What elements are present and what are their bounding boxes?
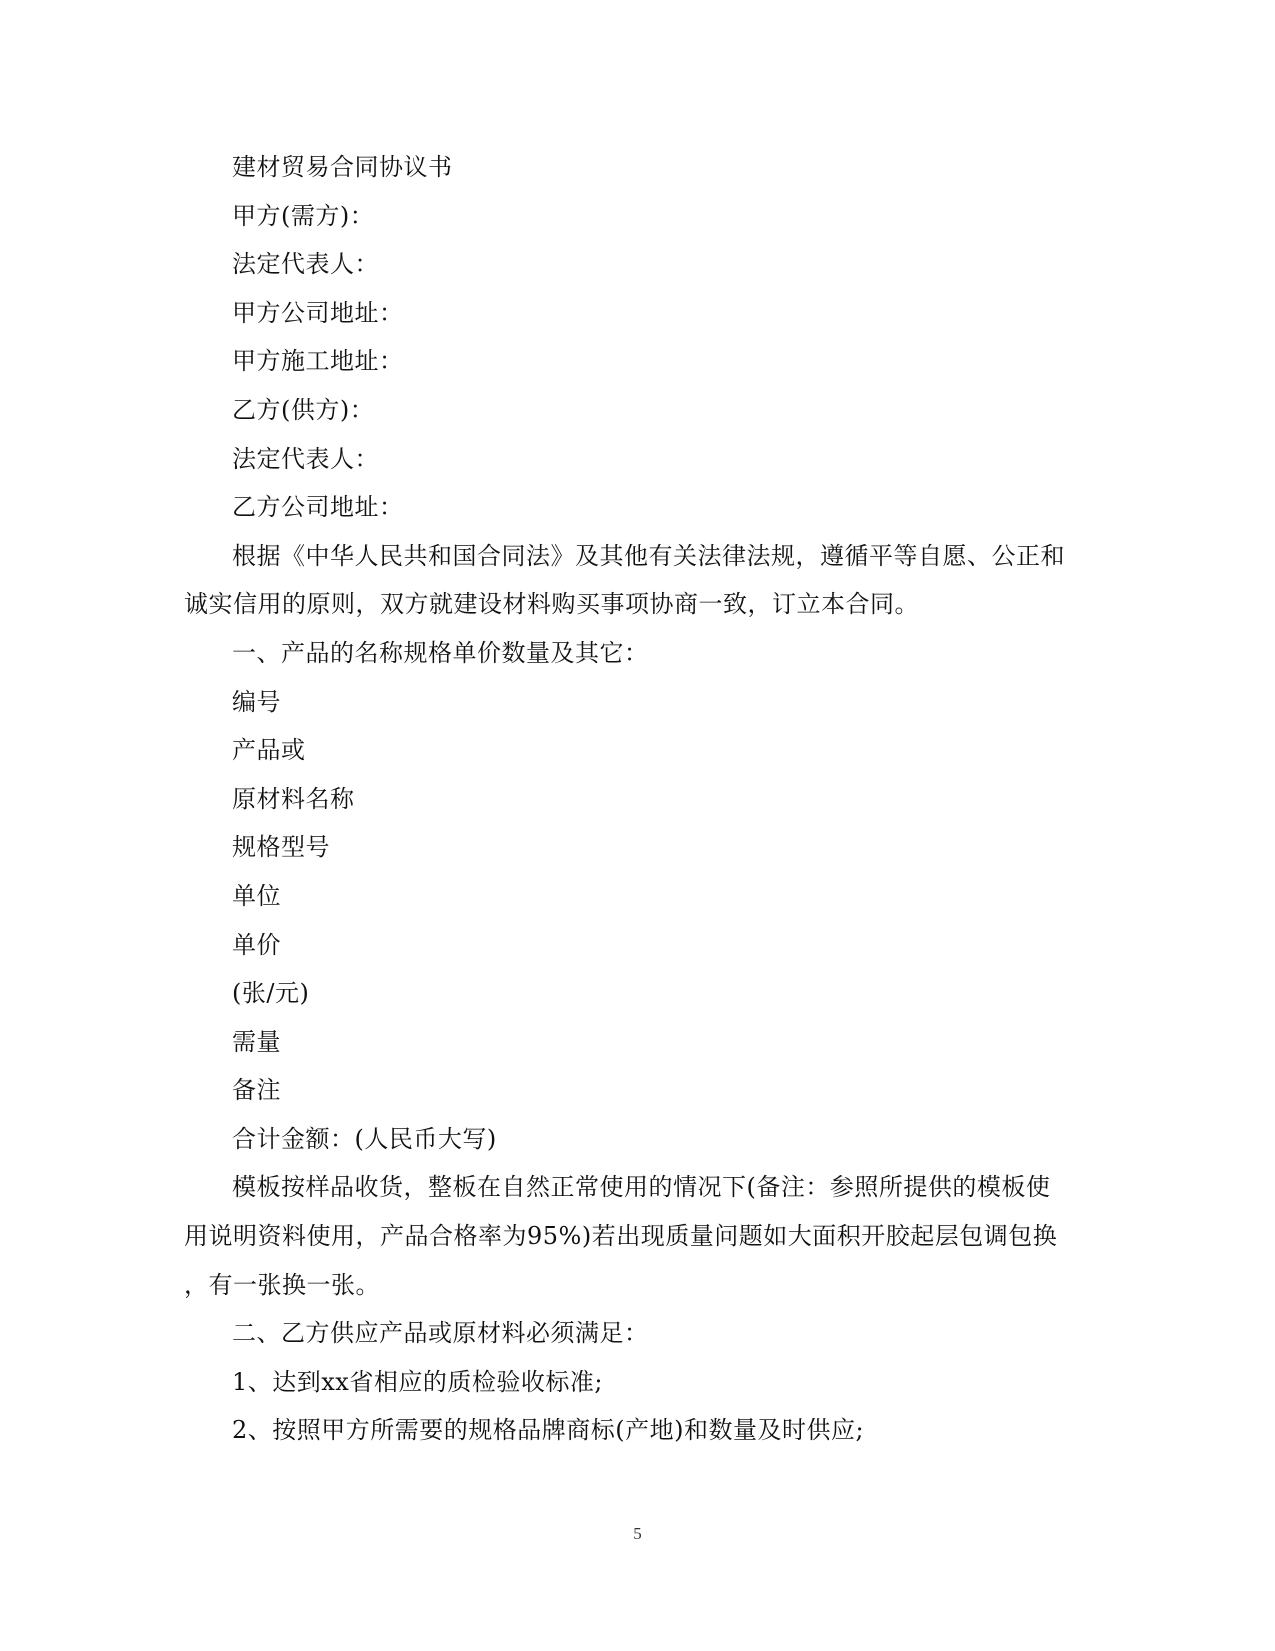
party-b-label: 乙方(供方)： (232, 395, 375, 424)
table-field-material-name: 原材料名称 (232, 784, 355, 813)
table-field-unit-price: 单价 (232, 930, 281, 959)
party-a-label: 甲方(需方)： (232, 201, 375, 230)
acceptance-paragraph-line-1: 模板按样品收货，整板在自然正常使用的情况下(备注：参照所提供的模板使 (232, 1173, 1051, 1202)
section-1-heading: 一、产品的名称规格单价数量及其它： (232, 638, 649, 667)
page-number: 5 (633, 1524, 642, 1543)
party-a-company-address: 甲方公司地址： (232, 298, 404, 327)
table-field-price-unit: (张/元) (232, 979, 310, 1008)
party-a-construction-address: 甲方施工地址： (232, 347, 404, 376)
section-2-item-2: 2、按照甲方所需要的规格品牌商标(产地)和数量及时供应; (232, 1416, 865, 1445)
table-field-quantity: 需量 (232, 1027, 281, 1056)
document-title: 建材贸易合同协议书 (232, 153, 453, 181)
table-field-spec-model: 规格型号 (232, 833, 330, 862)
acceptance-paragraph-line-2: 用说明资料使用，产品合格率为95%)若出现质量问题如大面积开胶起层包调包换 (184, 1222, 1058, 1251)
party-b-company-address: 乙方公司地址： (232, 493, 404, 522)
table-field-remarks: 备注 (232, 1076, 281, 1105)
total-amount-line: 合计金额：(人民币大写) (232, 1124, 497, 1153)
party-b-representative: 法定代表人： (232, 444, 379, 473)
table-field-number: 编号 (232, 687, 281, 716)
intro-paragraph-line-1: 根据《中华人民共和国合同法》及其他有关法律法规，遵循平等自愿、公正和 (232, 541, 1065, 570)
intro-paragraph-line-2: 诚实信用的原则，双方就建设材料购买事项协商一致，订立本合同。 (184, 590, 919, 619)
document-body (184, 153, 1084, 1465)
table-field-unit: 单位 (232, 881, 281, 910)
section-2-item-1: 1、达到xx省相应的质检验收标准; (232, 1367, 603, 1396)
table-field-product: 产品或 (232, 736, 306, 765)
section-2-heading: 二、乙方供应产品或原材料必须满足： (232, 1319, 649, 1348)
acceptance-paragraph-line-3: ，有一张换一张。 (184, 1270, 380, 1299)
party-a-representative: 法定代表人： (232, 250, 379, 279)
